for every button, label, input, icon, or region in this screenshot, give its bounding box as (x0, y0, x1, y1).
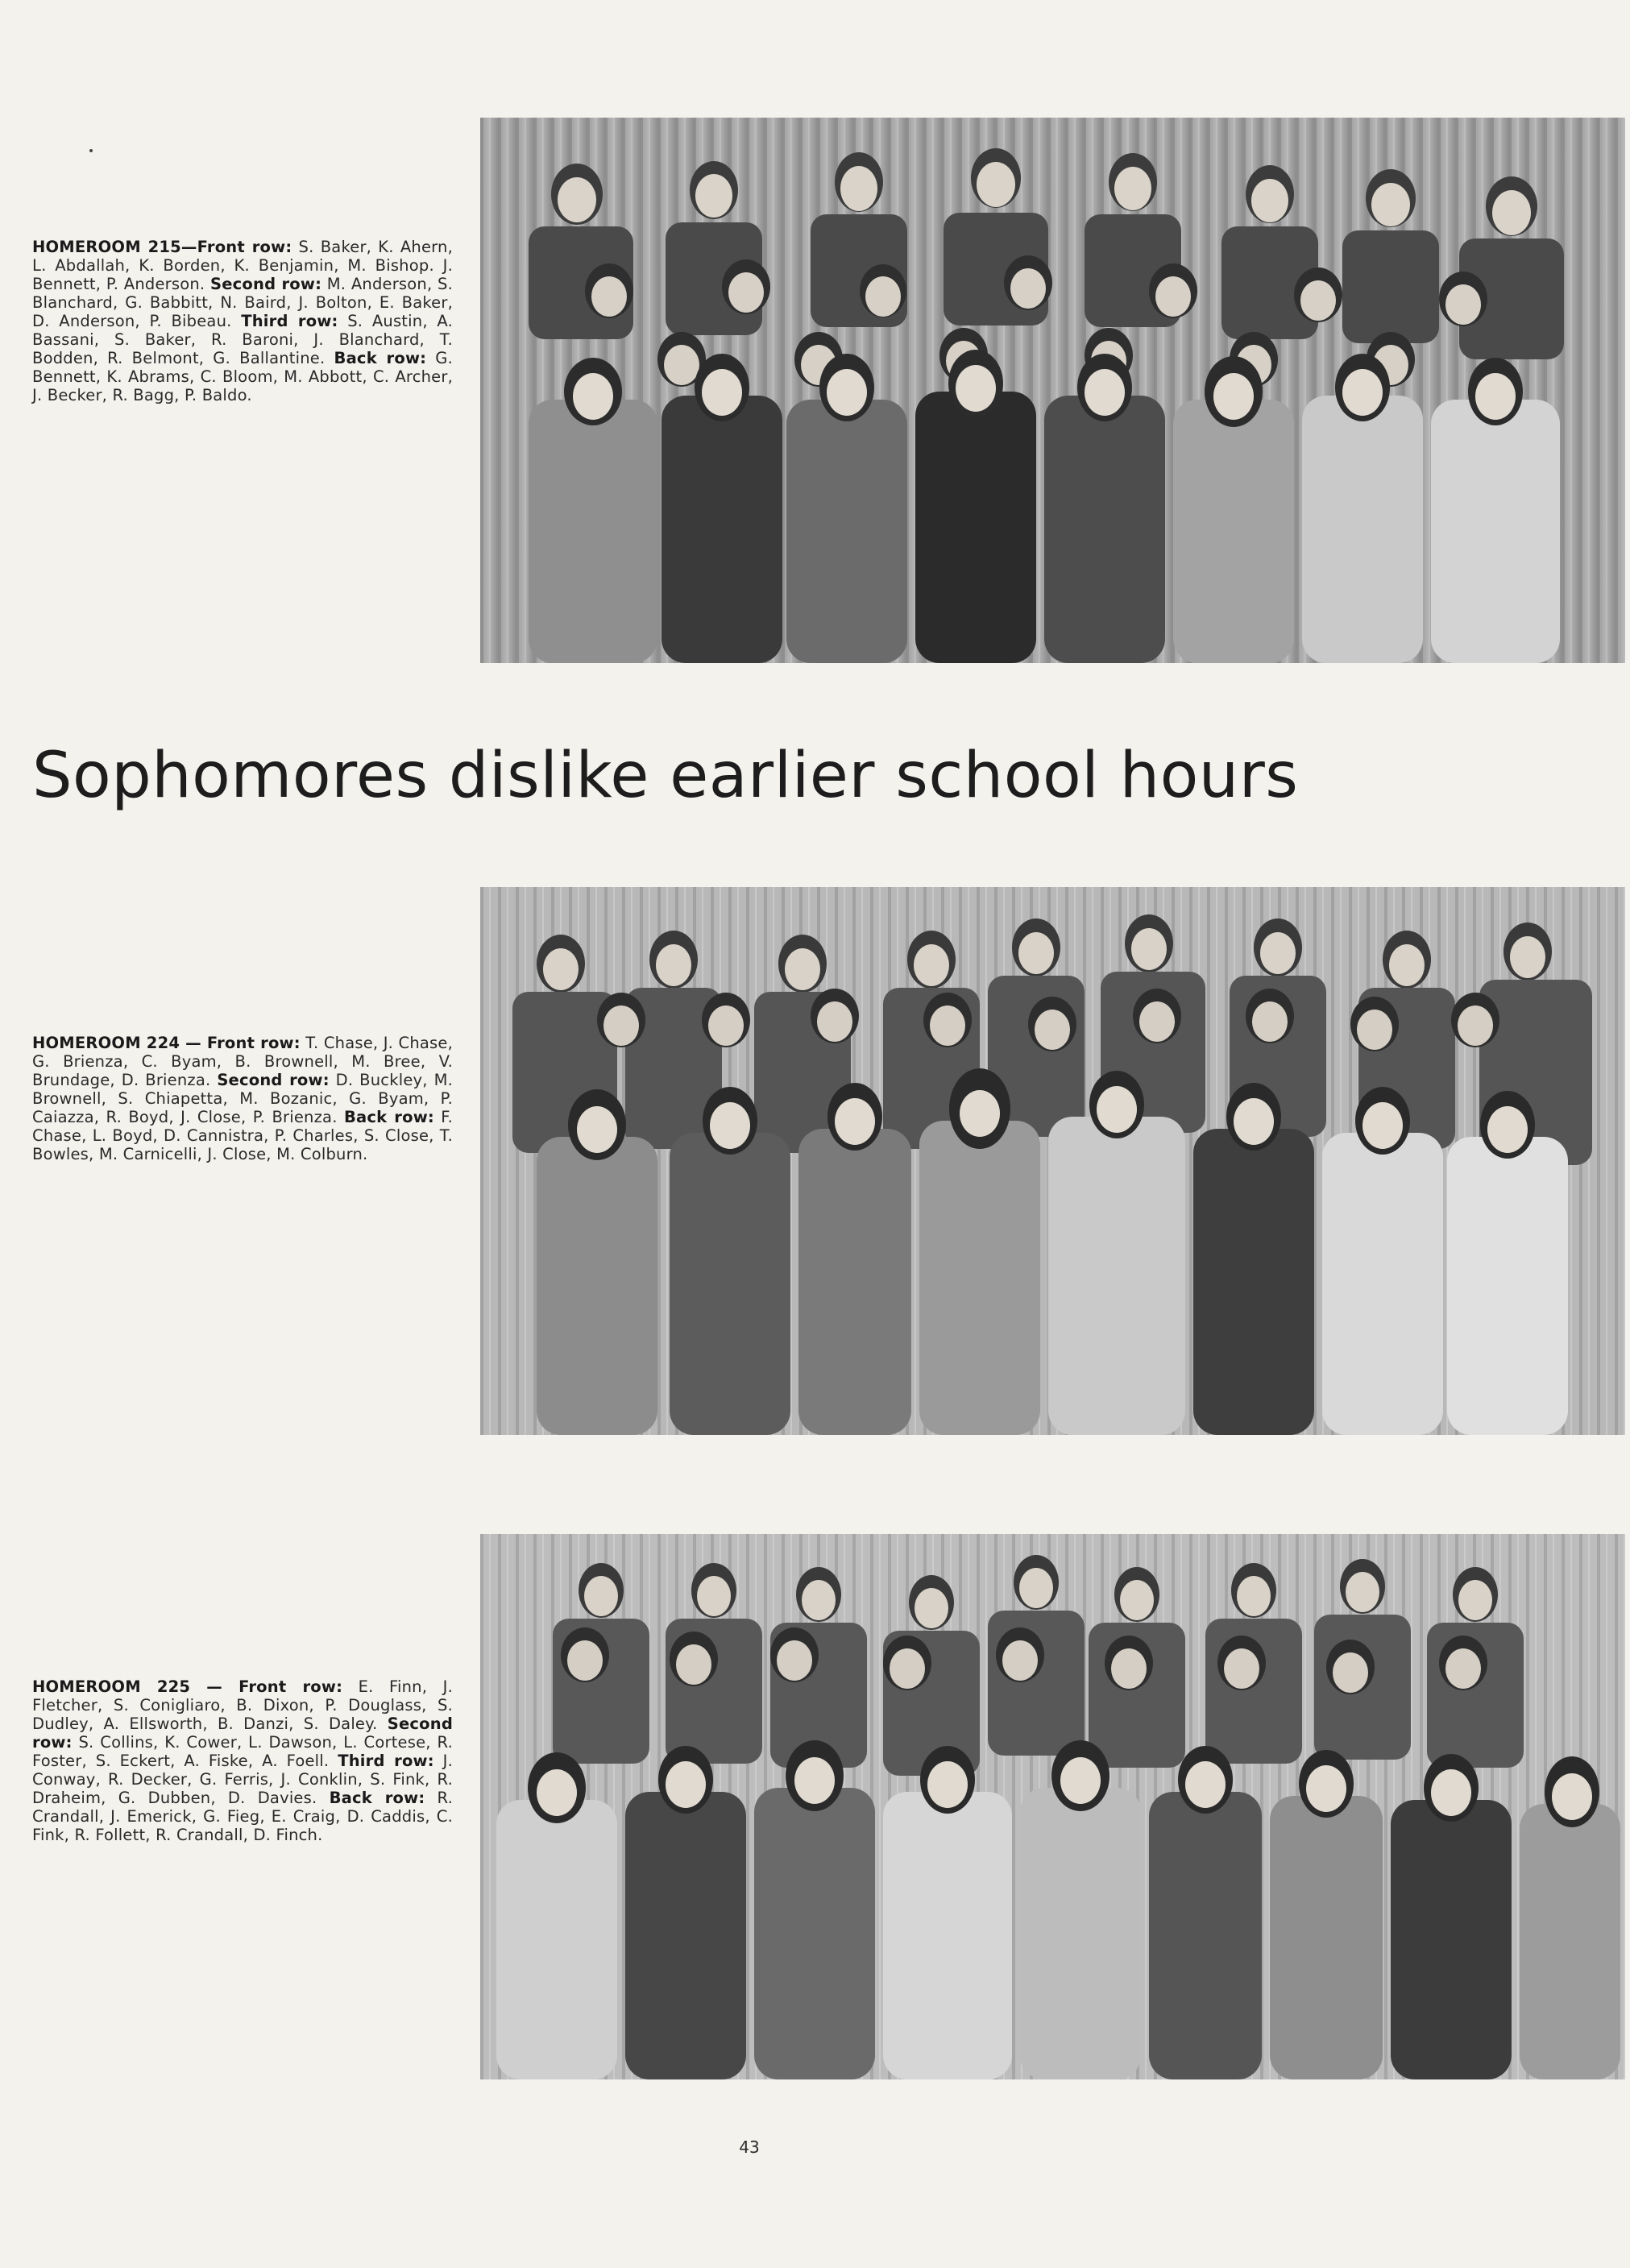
page-headline: Sophomores dislike earlier school hours (32, 740, 1299, 812)
homeroom-label: HOMEROOM 225 — (32, 1677, 239, 1696)
page-number: 43 (739, 2137, 760, 2157)
third-row-label: Third row: (241, 312, 338, 330)
homeroom-224-photo (480, 887, 1625, 1435)
homeroom-215-photo (480, 118, 1625, 663)
back-row-label: Back row: (334, 349, 427, 367)
homeroom-215-caption (32, 238, 453, 404)
class-photo-image (480, 887, 1625, 1435)
second-row-label: Second row: (209, 275, 322, 293)
front-row-label: Front row: (238, 1677, 343, 1696)
third-row-names: J. Conway, R. Decker, G. Ferris, J. Conklin, S. Fink, R. Draheim, G. Dubben, D. Davies. (32, 1752, 454, 1807)
front-row-label: Front row: (206, 1034, 301, 1052)
front-row-names: S. Baker, K. Ahern, L. Abdallah, K. Borden, K. Benjamin, M. Bishop. J. Bennett, P. Anderson. (32, 238, 453, 293)
homeroom-label: HOMEROOM 224 — (32, 1034, 207, 1052)
second-row-label: Second row: (32, 1714, 453, 1752)
second-row-names: D. Buckley, M. Brownell, S. Chiapetta, M. Bozanic, G. Byam, P. Caiazza, R. Boyd, J. Close, P. Brienza. (32, 1071, 453, 1126)
back-row-label: Back row: (329, 1789, 425, 1807)
front-row-names: E. Finn, J. Fletcher, S. Conigliaro, B. Dixon, P. Douglass, S. Dudley, A. Ellsworth, B. Danzi, S. Daley. (32, 1677, 453, 1733)
back-row-label: Back row: (343, 1108, 434, 1126)
back-row-names: F. Chase, L. Boyd, D. Cannistra, P. Charles, S. Close, T. Bowles, M. Carnicelli, J. Close, M. Colburn. (32, 1108, 453, 1163)
back-row-names: G. Bennett, K. Abrams, C. Bloom, M. Abbott, C. Archer, J. Becker, R. Bagg, P. Baldo. (32, 349, 454, 404)
class-photo-image (480, 118, 1625, 663)
homeroom-224-caption (32, 1034, 453, 1163)
homeroom-225-caption (32, 1677, 453, 1844)
third-row-label: Third row: (338, 1752, 434, 1770)
third-row-names: S. Austin, A. Bassani, S. Baker, R. Baroni, J. Blanchard, T. Bodden, R. Belmont, G. Ballantine. (32, 312, 453, 367)
front-row-names: T. Chase, J. Chase, G. Brienza, C. Byam, B. Brownell, M. Bree, V. Brundage, D. Brienza. (32, 1034, 453, 1089)
second-row-label: Second row: (217, 1071, 330, 1089)
second-row-names: M. Anderson, S. Blanchard, G. Babbitt, N. Baird, J. Bolton, E. Baker, D. Anderson, P. Bibeau. (32, 275, 454, 330)
back-row-names: R. Crandall, J. Emerick, G. Fieg, E. Craig, D. Caddis, C. Fink, R. Follett, R. Crandall, D. Finch. (32, 1789, 453, 1844)
homeroom-label: HOMEROOM 215— (32, 238, 197, 256)
homeroom-225-photo (480, 1534, 1625, 2079)
second-row-names: S. Collins, K. Cower, L. Dawson, L. Cortese, R. Foster, S. Eckert, A. Fiske, A. Foell. (32, 1733, 453, 1770)
class-photo-image (480, 1534, 1625, 2079)
front-row-label: Front row: (197, 238, 292, 256)
stray-mark (89, 149, 93, 152)
